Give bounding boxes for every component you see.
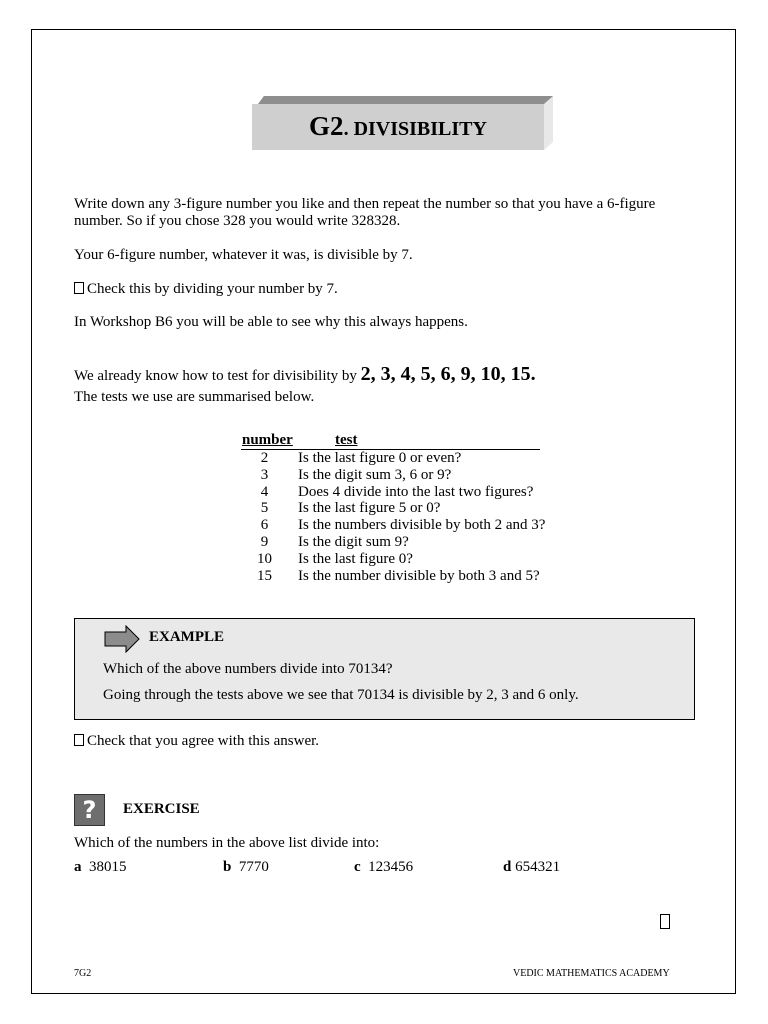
- title-banner: [252, 96, 553, 150]
- title-banner-side-bevel: [544, 96, 553, 150]
- arrow-right-icon: [104, 625, 140, 653]
- table-cell-test: Is the digit sum 9?: [298, 533, 409, 550]
- tests-intro-lead: We already know how to test for divisibility by: [74, 368, 361, 384]
- table-cell-number: 15: [257, 567, 272, 584]
- table-cell-number: 5: [260, 500, 269, 517]
- title-banner-face: [252, 104, 544, 150]
- intro-paragraph-1: [74, 196, 714, 230]
- check-text-1: Check this by dividing your number by 7.: [87, 281, 338, 297]
- exercise-item-a: [74, 859, 127, 876]
- exercise-item-label: b: [223, 859, 232, 875]
- table-cell-test: Is the number divisible by both 3 and 5?: [298, 567, 540, 584]
- table-row: [241, 500, 541, 517]
- check-instruction-2: [74, 733, 319, 750]
- header-test: test: [335, 432, 358, 448]
- table-row: [241, 534, 541, 551]
- exercise-item-value: 38015: [89, 859, 127, 875]
- exercise-item-label: a: [74, 859, 82, 875]
- question-mark-icon: ?: [74, 794, 105, 826]
- tests-intro-numbers: 2, 3, 4, 5, 6, 9, 10, 15.: [360, 363, 536, 385]
- checkbox-icon: [74, 282, 84, 294]
- table-cell-number: 2: [260, 450, 269, 466]
- exercise-title: EXERCISE: [123, 801, 200, 817]
- table-cell-number: 9: [260, 533, 269, 550]
- title-text: . DIVISIBILITY: [343, 118, 487, 140]
- table-row: [241, 467, 541, 484]
- table-cell-number: 10: [257, 550, 272, 567]
- header-number: number: [242, 432, 293, 448]
- intro-line-2: number. So if you chose 328 you would write 328328.: [74, 213, 401, 229]
- table-cell-test: Is the digit sum 3, 6 or 9?: [298, 466, 452, 483]
- footer-code: 7G2: [74, 968, 92, 979]
- example-title: EXAMPLE: [149, 629, 224, 645]
- page-title: [309, 111, 487, 142]
- checkbox-icon: [74, 734, 84, 746]
- table-cell-test: Is the last figure 5 or 0?: [298, 500, 441, 517]
- intro-line-1: Write down any 3-figure number you like and then repeat the number so that you have a 6-figure: [74, 196, 656, 212]
- table-row: [241, 551, 541, 568]
- exercise-item-label: c: [354, 859, 361, 875]
- title-banner-top-bevel: [258, 96, 553, 104]
- table-header: [241, 432, 540, 450]
- example-answer: Going through the tests above we see that 70134 is divisible by 2, 3 and 6 only.: [103, 687, 579, 703]
- exercise-item-value: 123456: [368, 859, 414, 875]
- title-code: G2: [309, 111, 344, 141]
- table-cell-test: Is the numbers divisible by both 2 and 3?: [298, 517, 546, 534]
- check-instruction-1: [74, 281, 338, 298]
- table-row: [241, 517, 546, 534]
- check-text-2: Check that you agree with this answer.: [87, 733, 320, 749]
- exercise-prompt: Which of the numbers in the above list divide into:: [74, 835, 380, 851]
- divisibility-table: [241, 432, 546, 584]
- tests-intro-line-2: The tests we use are summarised below.: [74, 389, 315, 405]
- exercise-item-c: [354, 859, 413, 876]
- footer-publisher: VEDIC MATHEMATICS ACADEMY: [513, 968, 670, 979]
- table-body: [241, 450, 546, 584]
- table-cell-test: Does 4 divide into the last two figures?: [298, 483, 534, 500]
- intro-paragraph-4: In Workshop B6 you will be able to see why this always happens.: [74, 314, 468, 330]
- exercise-item-value: 654321: [515, 859, 561, 875]
- tests-intro: [74, 363, 536, 385]
- table-row: [241, 484, 541, 501]
- exercise-item-b: [223, 859, 269, 876]
- exercise-item-label: d: [503, 859, 512, 875]
- intro-paragraph-2: Your 6-figure number, whatever it was, is divisible by 7.: [74, 247, 413, 263]
- table-cell-test: Is the last figure 0?: [298, 550, 413, 567]
- table-cell-number: 4: [260, 483, 269, 500]
- table-row: [241, 450, 541, 467]
- example-question: Which of the above numbers divide into 70134?: [103, 661, 393, 677]
- table-cell-test: Is the last figure 0 or even?: [298, 450, 462, 466]
- table-row: [241, 568, 541, 585]
- placeholder-glyph-icon: [660, 914, 670, 929]
- table-cell-number: 6: [260, 517, 269, 534]
- exercise-item-d: [503, 859, 560, 876]
- table-cell-number: 3: [260, 466, 269, 483]
- exercise-item-value: 7770: [238, 859, 269, 875]
- example-box: [74, 618, 695, 720]
